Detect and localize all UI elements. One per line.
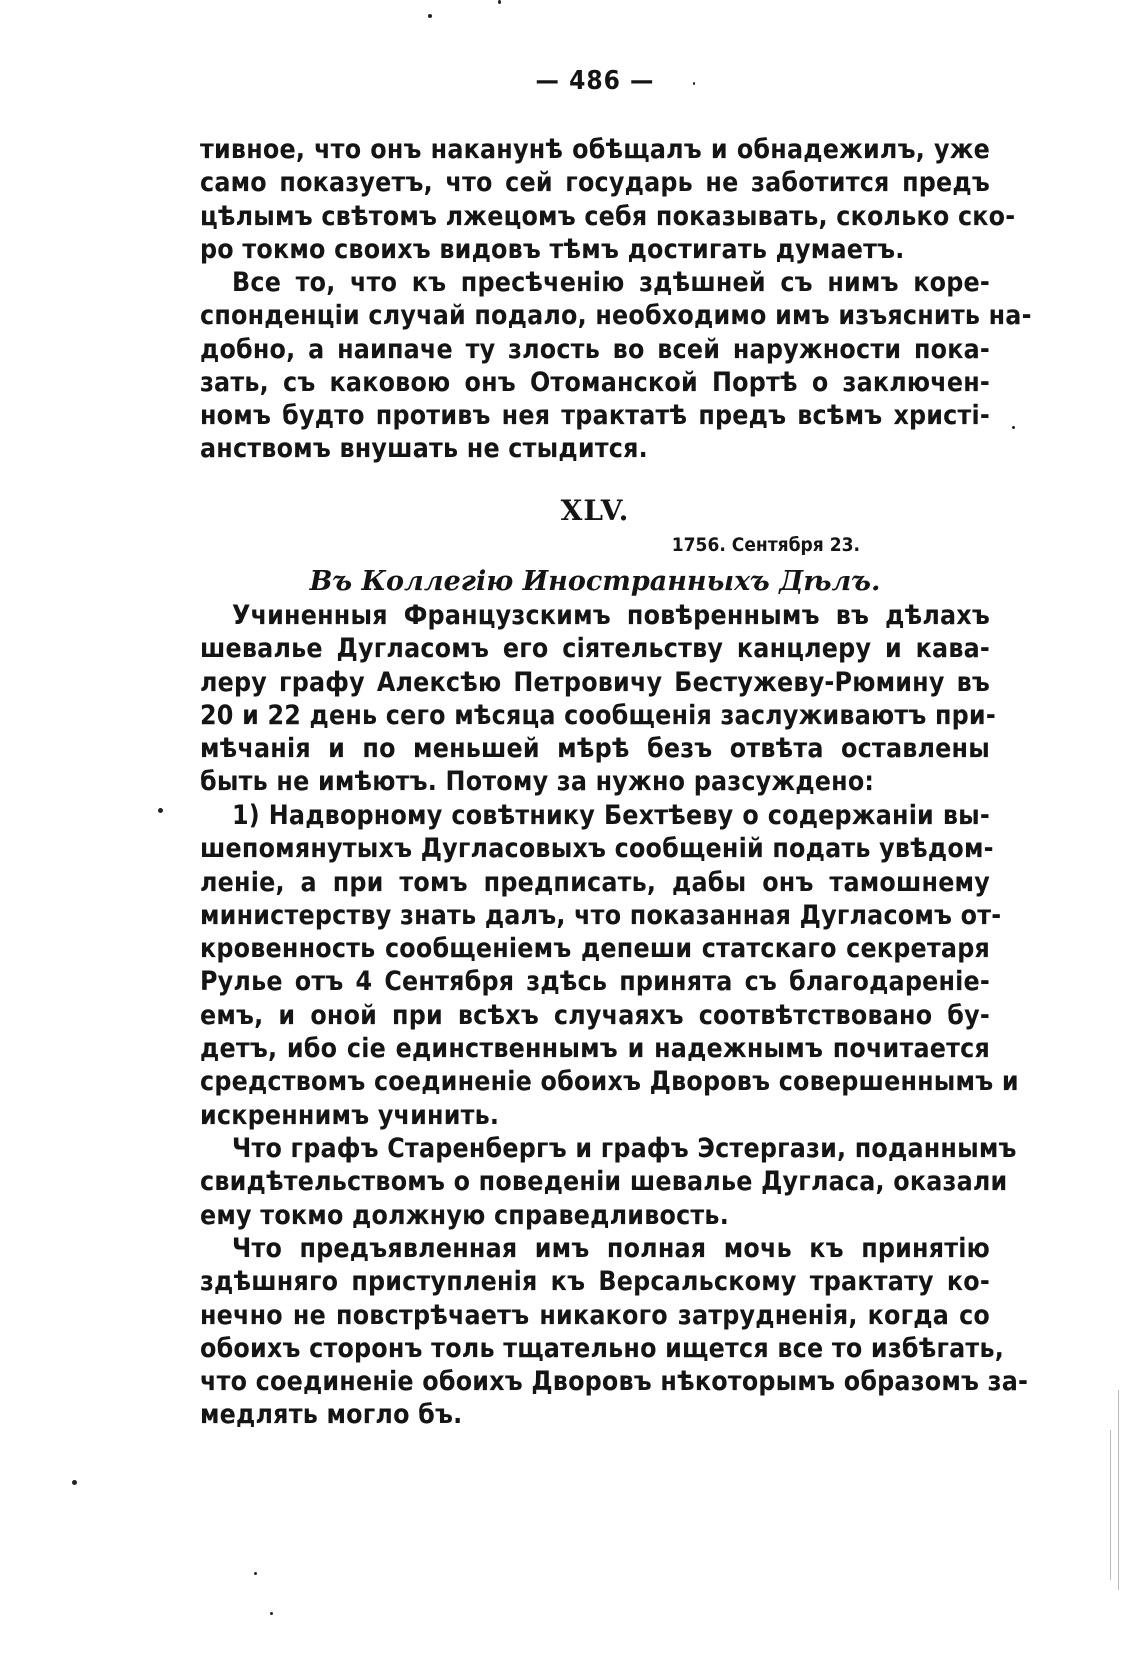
paragraph <box>200 1232 1029 1432</box>
text-line: тивное, что онъ наканунѣ обѣщалъ и обнадежилъ, уже <box>200 134 990 165</box>
text-line: быть не имѣютъ. Потому за нужно разсуждено: <box>200 766 875 798</box>
section-date: 1756. Сентября 23. <box>671 534 860 556</box>
scan-speck <box>693 82 695 85</box>
text-line: леру графу Алексѣю Петровичу Бестужеву-Рюмину въ <box>200 666 990 698</box>
continuation-paragraph <box>200 133 1016 266</box>
text-line: Что графъ Старенбергъ и графъ Эстергази, поданнымъ <box>232 1133 1017 1164</box>
paragraph <box>200 1132 1017 1232</box>
text-line: искреннимъ учинить. <box>200 1099 500 1131</box>
text-line: анствомъ внушать не стыдится. <box>200 433 648 465</box>
text-line: емъ, и оной при всѣхъ случаяхъ соотвѣтствовано бу- <box>200 999 990 1031</box>
text-line: леніе, а при томъ предписать, дабы онъ тамошнему <box>200 866 990 898</box>
scan-edge-line <box>1118 1390 1119 1590</box>
text-line: свидѣтельствомъ о поведеніи шевалье Дугласа, оказали <box>200 1166 1008 1198</box>
text-line: номъ будто противъ нея трактатѣ предъ всѣмъ христі- <box>200 400 990 432</box>
text-line: нечно не повстрѣчаетъ никакого затрудненія, когда со <box>200 1299 990 1331</box>
text-line: ему токмо должную справедливость. <box>200 1199 729 1231</box>
text-line: 1) Надворному совѣтнику Бехтѣеву о содержаніи вы- <box>232 800 990 831</box>
paragraph <box>200 266 1032 466</box>
scan-speck <box>1012 426 1015 429</box>
scan-speck <box>158 808 163 813</box>
scan-speck <box>270 1612 273 1615</box>
text-line: Рулье отъ 4 Сентября здѣсь принята съ благодареніе- <box>200 966 990 998</box>
page-number: — 486 — <box>535 66 655 96</box>
scan-speck <box>72 1480 77 1485</box>
text-line: шевалье Дугласомъ его сіятельству канцлеру и кава- <box>200 633 990 665</box>
text-line: Все то, что къ пресѣченію здѣшней съ нимъ коре- <box>232 267 990 298</box>
text-line: зать, съ каковою онъ Отоманской Портѣ о заключен- <box>200 366 990 398</box>
text-line: что соединеніе обоихъ Дворовъ нѣкоторымъ образомъ за- <box>200 1366 1029 1398</box>
text-line: мѣчанія и по меньшей мѣрѣ безъ отвѣта оставлены <box>200 733 990 765</box>
text-line: 20 и 22 день сего мѣсяца сообщенія заслуживаютъ при- <box>200 699 996 731</box>
scan-speck <box>428 14 432 18</box>
text-line: ро токмо своихъ видовъ тѣмъ достигать думаетъ. <box>200 233 905 265</box>
text-line: здѣшняго приступленія къ Версальскому трактату ко- <box>200 1266 990 1298</box>
text-line: цѣлымъ свѣтомъ лжецомъ себя показывать, сколько ско- <box>200 200 1016 232</box>
paragraph <box>200 599 996 799</box>
text-line: спонденціи случай подало, необходимо имъ изъяснить на- <box>200 300 1032 332</box>
text-line: детъ, ибо сіе единственнымъ и надежнымъ почитается <box>200 1033 990 1065</box>
text-line: шепомянутыхъ Дугласовыхъ сообщеній подать увѣдом- <box>200 833 994 865</box>
text-line: добно, а наипаче ту злость во всей наружности пока- <box>200 333 990 365</box>
text-line: обоихъ сторонъ толь тщательно ищется все то избѣгать, <box>200 1332 1004 1364</box>
text-line: кровенность сообщеніемъ депеши статскаго секретаря <box>200 933 990 965</box>
section-addressee: Въ Коллегію Иностранныхъ Дѣлъ. <box>309 566 881 597</box>
text-line: средствомъ соединеніе обоихъ Дворовъ совершеннымъ и <box>200 1066 1019 1098</box>
paragraph <box>200 799 1019 1132</box>
text-line: Что предъявленная имъ полная мочь къ принятію <box>232 1233 990 1264</box>
scan-speck <box>254 1572 257 1575</box>
text-line: министерству знать далъ, что показанная Дугласомъ от- <box>200 899 1002 931</box>
text-line: Учиненныя Французскимъ повѣреннымъ въ дѣлахъ <box>232 600 990 631</box>
scan-edge-line <box>1110 1430 1111 1580</box>
scan-speck <box>498 0 501 4</box>
section-number: XLV. <box>560 494 630 527</box>
text-line: медлять могло бъ. <box>200 1399 463 1431</box>
text-line: само показуетъ, что сей государь не заботится предъ <box>200 167 990 199</box>
